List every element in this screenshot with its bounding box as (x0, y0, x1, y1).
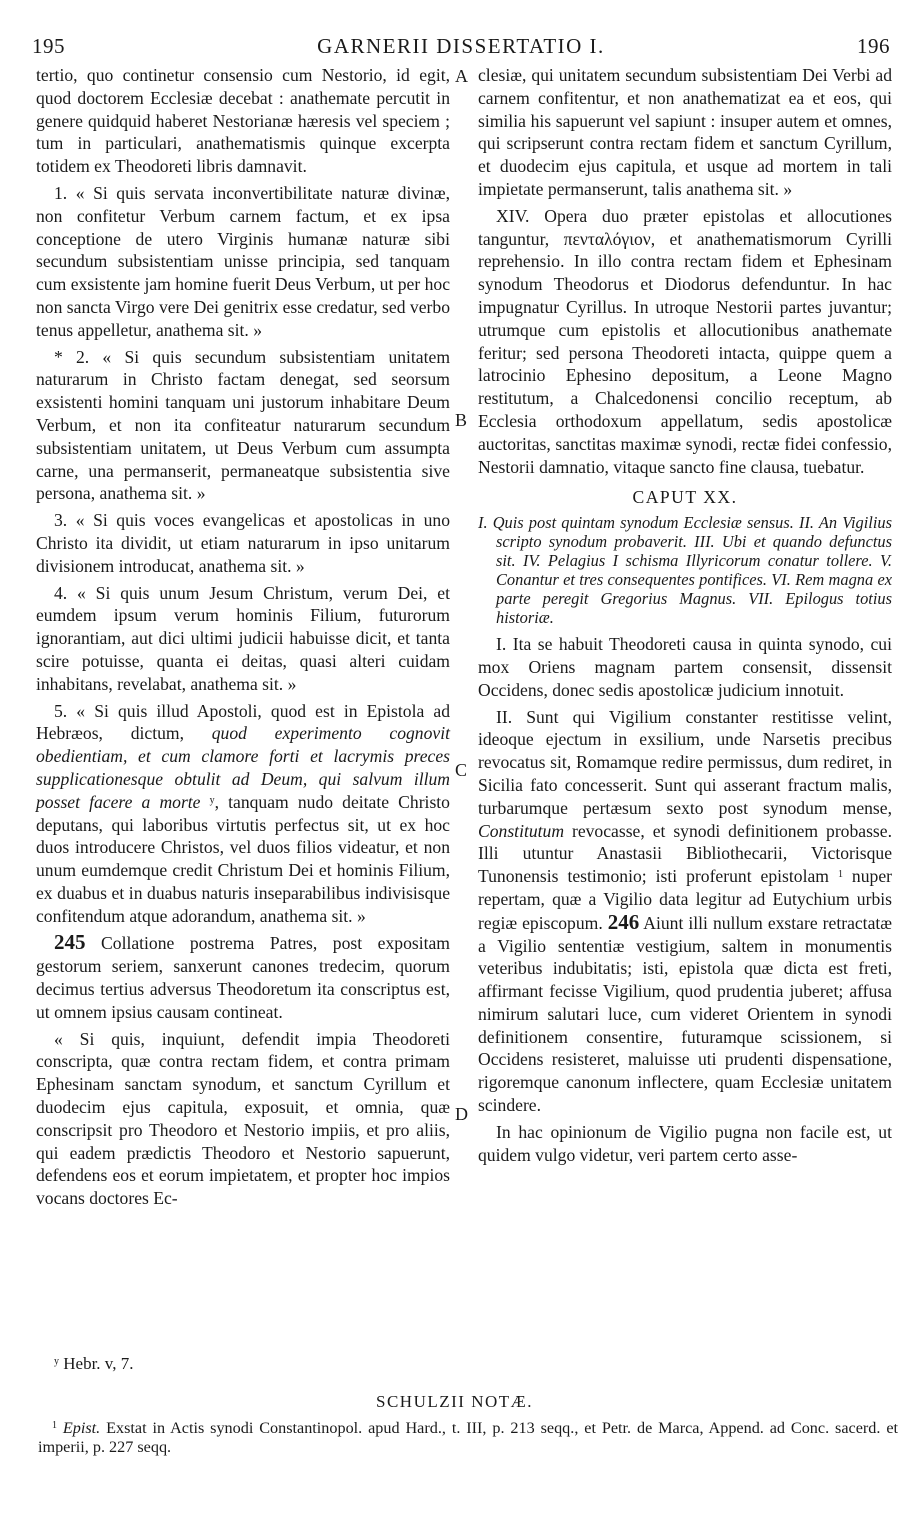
notes-body (38, 1419, 898, 1457)
margin-marker-d: D (455, 1104, 468, 1124)
notes-heading: SCHULZII NOTÆ. (376, 1392, 533, 1411)
anathematism-5 (36, 700, 450, 928)
footnote-ref-y: y (209, 794, 215, 806)
left-paragraph-0: tertio, quo continetur consensio cum Nestorio, id egit, quod doctorem Ecclesiæ decebat : anathemate percutit in genere quidquid haberet Nestorianæ hæresis vel speciem ; tum in particulari, anathematismis quinque excerpta totidem ex Theodoreti libris damnavit. (36, 65, 450, 177)
page-number-left: 195 (32, 34, 65, 58)
anathematism-4: 4. « Si quis unum Jesum Christum, verum Dei, et eumdem ipsum verum hominis Filium, futurorum ignorantiam, aut dici ultimi judicii habuisse dicit, et tanta scire potuisse, quanta ei deitas, quasi alteri cuidam inhabitans, revelabat, anathema sit. » (36, 582, 450, 694)
chapter-heading: CAPUT XX. (632, 487, 738, 508)
section-i: I. Ita se habuit Theodoreti causa in quinta synodo, cui mox Oriens magnam partem consensit, dissensit Occidens, donec sedis apostolicæ judicium innotuit. (478, 634, 892, 700)
canon-13-text: « Si quis, inquiunt, defendit impia Theodoreti conscripta, quæ contra rectam fidem, et contra primam Ephesinam sanctam synodum, et sanctum Cyrillum et duodecim ejus capitula, exposuit, et omnia, quæ conscripsit pro Theodoro et Nestorio impiis, et pro aliis, qui eadem prædictis Theodoro et Nestorio sapuerunt, defendens eos et eorum impietatem, et propter hoc impios vocans doctores Ec- (36, 1028, 450, 1209)
section-ii (478, 706, 892, 1117)
section-ii-c: nuper repertam, quæ a Vigilio data legitur ad Eutychium urbis regiæ episcopum. (478, 866, 892, 933)
anathematism-5-lead: 5. « Si quis illud Apostoli, quod est in Epistola ad Hebræos, dictum, (36, 700, 450, 744)
notes-mark: 1 (52, 1420, 57, 1431)
chapter-summary: I. Quis post quintam synodum Ecclesiæ sensus. II. An Vigilius scripto synodum probaverit. III. Ubi et quando defunctus sit. IV. Pelagius I schisma Illyricorum conatur tollere. V. Conantur et tres consequentes pontifices. VI. Rem magna ex parte peregit Gregorius Magnus. VII. Epilogus totius historiæ. (478, 513, 892, 628)
running-title: GARNERII DISSERTATIO I. (317, 34, 605, 58)
right-column (478, 64, 892, 1166)
anathematism-2: * 2. « Si quis secundum subsistentiam unitatem naturarum in Christo factam denegat, sed seorsum exsistenti homini tanquam uni justorum inhabitare Deum Verbum, et non ita confiteatur naturarum secundum subsistentiam unitatem, ut Deus Verbum cum assumpta carne, una permanserit, permaneatque subsistentia sive persona, anathema sit. » (36, 346, 450, 504)
collatione-paragraph (36, 931, 450, 1023)
footnote (54, 1354, 133, 1374)
anathematism-3: 3. « Si quis voces evangelicas et apostolicas in uno Christo ita dividit, ut etiam naturarum in ipso unitarum divisionem introducat, anathema sit. » (36, 510, 450, 576)
notes-text: Exstat in Actis synodi Constantinopol. apud Hard., t. III, p. 213 seqq., et Petr. de Marca, Append. ad Conc. sacerd. et imperii, p. 227 seqq. (38, 1419, 898, 1456)
footnote-mark: y (54, 1356, 59, 1367)
margin-marker-a: A (455, 66, 468, 86)
right-paragraph-0: clesiæ, qui unitatem secundum subsistentiam Dei Verbi ad carnem confitentur, et non anathematizat ea et eos, qui similia his sapuerunt vel sapiunt : insuper autem et omnes, qui scripserunt contra rectam fidem et sanctum Cyrillum, et duodecim ejus capitula, et usque ad mortem in tali impietate permanserunt, talis anathema sit. » (478, 65, 892, 199)
anathematism-1: 1. « Si quis servata inconvertibilitate naturæ divinæ, non confitetur Verbum carnem factum, et ex ipsa conceptione de utero Virginis humanæ naturæ sibi secundum subsistentiam unisse principia, sed tanquam cum exsistente jam homine fuerit Deus Verbum, ut per hoc non sancta Virgo vere Dei genitrix esse credatur, sed verbo tenus appelletur, anathema sit. » (36, 182, 451, 340)
section-xiv: XIV. Opera duo præter epistolas et allocutiones tanguntur, πενταλόγιον, et anathematismorum Cyrilli reprehensio. In illo contra rectam fidem et Ephesinam synodum Theodorus et Diodorus defenduntur. In hac impugnatur Cyrillus. In utroque Nestorii partes juvantur; utrumque cum epistolis et allocutionibus anathemate feritur; sed persona Theodoreti intacta, quippe quem a latrocinio Ephesino depositum, a Leone Magno restitutum, a Chalcedonensi concilio receptum, ab Ecclesia orthodoxum appellatum, sedis apostolicæ auctoritas, sanctitas maximæ synodi, rectæ fidei confessio, Nestorii damnatio, vitaque sancto fine clausa, tuebatur. (478, 205, 892, 477)
notes-lead: Epist. (62, 1419, 101, 1437)
page-header (32, 34, 890, 64)
anathematism-5-rest: , tanquam nudo deitate Christo deputans, qui laboribus virtutis perfectus sit, ut ex hoc duos introducere Christos, vel duos filios videatur, et non unum eumdemque credit Christum Dei et hominis Filium, ex duabus et in duabus naturis inseparabilibus indivisisque confitendum atque adorandum, anathema sit. » (36, 791, 450, 926)
section-ii-a: II. Sunt qui Vigilium constanter restitisse velint, ideoque ejectum in exsilium, unde Narsetis precibus revocatus sit, Romamque redire permissus, dum rediret, in Sicilia fato concesserit. Sunt qui asserant fractum malis, turbarumque pertæsum sexto post synodum mense, (478, 706, 892, 818)
constitutum-word: Constitutum (478, 820, 565, 841)
section-ii-d: Aiunt illi nullum exstare retractatæ a Vigilio sententiæ vestigium, saltem in monumentis veteribus indubitatis; isti, epistola quæ dicta est freti, affirmant fecisse Vigilium, quod prudentia juberet; affusa nimirum salutari luce, cum videret Orientem in synodi definitionem consentire, futuramque scissionem, si Occidens resisteret, maluisse uti prudenti dispensatione, rigoremque canonum inflectere, quam Ecclesiæ unitatem scindere. (478, 912, 893, 1116)
margin-marker-c: C (455, 760, 468, 780)
marginal-number-245: 245 (54, 930, 86, 955)
page-number-right: 196 (857, 34, 890, 58)
section-ii-b: revocasse, et synodi definitionem probasse. Illi utuntur Anastasii Bibliothecarii, Victorisque Tunonensis testimonio; isti proferunt epistolam (478, 820, 892, 887)
footnote-text: Hebr. v, 7. (59, 1354, 134, 1373)
final-paragraph: In hac opinionum de Vigilio pugna non facile est, ut quidem vulgo videtur, veri partem certo asse- (478, 1121, 892, 1165)
left-column (36, 64, 450, 1210)
margin-marker-b: B (455, 410, 468, 430)
collatione-text: Collatione postrema Patres, post expositam gestorum seriem, sanxerunt canones tredecim, quorum decimus tertius adversus Theodoretum ita conscriptus est, ut omnem ipsius causam contineat. (36, 933, 450, 1022)
hebrews-quote: quod experimento cognovit obedientiam, et cum clamore forti et lacrymis preces supplicationesque obtulit ad Deum, qui salvum illum posset facere a morte (36, 723, 450, 812)
note-ref-1: 1 (837, 869, 843, 881)
marginal-number-246: 246 (607, 909, 640, 934)
